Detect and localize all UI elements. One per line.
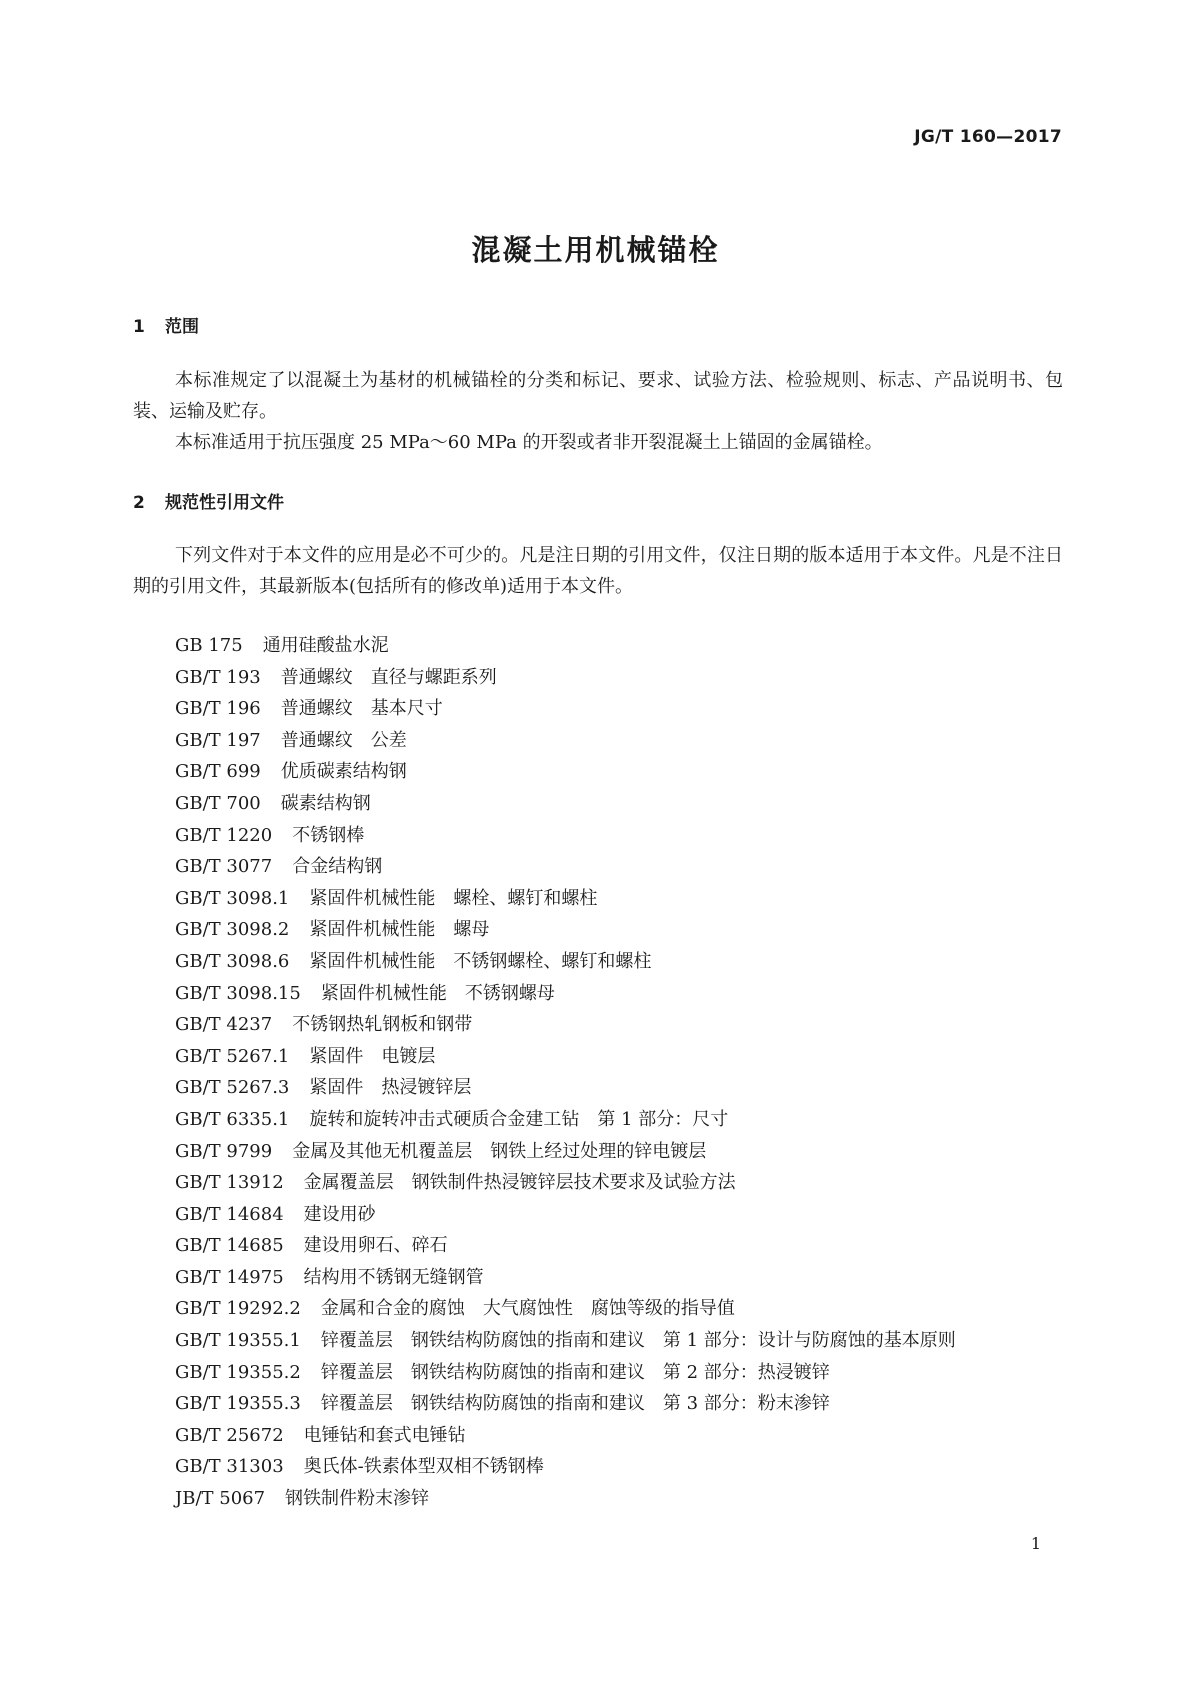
reference-title: 紧固件机械性能 螺母 [309, 919, 490, 941]
reference-code: GB/T 19355.2 [175, 1361, 301, 1383]
reference-title: 碳素结构钢 [280, 792, 371, 814]
reference-item [175, 1293, 956, 1325]
reference-title: 奥氏体-铁素体型双相不锈钢棒 [303, 1456, 544, 1478]
reference-title: 普通螺纹 公差 [280, 729, 407, 751]
reference-code: GB/T 14684 [175, 1203, 284, 1225]
reference-item [175, 693, 956, 725]
section-number: 1 [133, 317, 145, 337]
reference-code: GB/T 9799 [175, 1140, 273, 1162]
section-heading-scope [133, 312, 199, 337]
reference-code: GB/T 6335.1 [175, 1108, 290, 1130]
paragraph-scope-2: 本标准适用于抗压强度 25 MPa～60 MPa 的开裂或者非开裂混凝土上锚固的金属锚栓。 [175, 432, 883, 453]
reference-item [175, 1483, 956, 1515]
reference-item [175, 756, 956, 788]
document-title: 混凝土用机械锚栓 [471, 233, 720, 267]
reference-item [175, 1072, 956, 1104]
reference-code: JB/T 5067 [175, 1488, 266, 1510]
reference-code: GB/T 19292.2 [175, 1298, 301, 1320]
reference-code: GB/T 700 [175, 792, 261, 814]
reference-code: GB/T 4237 [175, 1014, 273, 1036]
reference-item [175, 725, 956, 757]
reference-code: GB/T 196 [175, 698, 261, 720]
reference-item [175, 1009, 956, 1041]
reference-item [175, 630, 956, 662]
reference-item [175, 1230, 956, 1262]
reference-item [175, 1167, 956, 1199]
reference-code: GB/T 197 [175, 729, 261, 751]
reference-code: GB/T 14685 [175, 1235, 284, 1257]
reference-code: GB/T 19355.3 [175, 1393, 301, 1415]
reference-title: 建设用卵石、碎石 [303, 1235, 448, 1257]
reference-title: 合金结构钢 [292, 856, 383, 878]
reference-title: 金属及其他无机覆盖层 钢铁上经过处理的锌电镀层 [292, 1140, 707, 1162]
reference-title: 紧固件机械性能 不锈钢螺母 [320, 982, 555, 1004]
reference-item [175, 1199, 956, 1231]
paragraph-references-intro: 下列文件对于本文件的应用是必不可少的。凡是注日期的引用文件，仅注日期的版本适用于本文件。凡是不注日期的引用文件，其最新版本(包括所有的修改单)适用于本文件。 [133, 545, 1063, 597]
reference-title: 建设用砂 [303, 1203, 376, 1225]
reference-code: GB/T 3098.6 [175, 950, 290, 972]
reference-code: GB/T 19355.1 [175, 1330, 301, 1352]
reference-item [175, 820, 956, 852]
reference-item [175, 914, 956, 946]
reference-title: 结构用不锈钢无缝钢管 [303, 1266, 484, 1288]
reference-item [175, 788, 956, 820]
reference-code: GB/T 3098.15 [175, 982, 301, 1004]
section-title: 范围 [165, 317, 199, 337]
reference-title: 金属和合金的腐蚀 大气腐蚀性 腐蚀等级的指导值 [320, 1298, 735, 1320]
reference-item [175, 1104, 956, 1136]
standard-number: JG/T 160—2017 [914, 127, 1062, 147]
reference-item [175, 883, 956, 915]
reference-code: GB/T 3077 [175, 856, 273, 878]
reference-list [175, 630, 956, 1515]
reference-title: 普通螺纹 直径与螺距系列 [280, 666, 497, 688]
reference-code: GB/T 5267.3 [175, 1077, 290, 1099]
paragraph-scope-1: 本标准规定了以混凝土为基材的机械锚栓的分类和标记、要求、试验方法、检验规则、标志、产品说明书、包装、运输及贮存。 [133, 370, 1063, 422]
page-number: 1 [1030, 1534, 1041, 1553]
section-title: 规范性引用文件 [165, 493, 284, 513]
reference-title: 紧固件 电镀层 [309, 1045, 436, 1067]
reference-item [175, 1325, 956, 1357]
reference-title: 金属覆盖层 钢铁制件热浸镀锌层技术要求及试验方法 [303, 1172, 736, 1194]
reference-code: GB/T 3098.2 [175, 919, 290, 941]
reference-code: GB 175 [175, 635, 243, 656]
reference-code: GB/T 5267.1 [175, 1045, 290, 1067]
reference-title: 紧固件机械性能 不锈钢螺栓、螺钉和螺柱 [309, 950, 652, 972]
reference-title: 通用硅酸盐水泥 [262, 635, 389, 656]
reference-title: 普通螺纹 基本尺寸 [280, 698, 443, 720]
reference-item [175, 1451, 956, 1483]
reference-item [175, 1388, 956, 1420]
reference-title: 优质碳素结构钢 [280, 761, 407, 783]
reference-item [175, 946, 956, 978]
reference-title: 不锈钢热轧钢板和钢带 [292, 1014, 473, 1036]
reference-title: 钢铁制件粉末渗锌 [285, 1488, 430, 1510]
reference-item [175, 1357, 956, 1389]
reference-code: GB/T 25672 [175, 1424, 284, 1446]
reference-code: GB/T 1220 [175, 824, 273, 846]
reference-code: GB/T 193 [175, 666, 261, 688]
reference-code: GB/T 699 [175, 761, 261, 783]
reference-title: 旋转和旋转冲击式硬质合金建工钻 第 1 部分：尺寸 [309, 1108, 729, 1130]
reference-item [175, 978, 956, 1010]
reference-title: 锌覆盖层 钢铁结构防腐蚀的指南和建议 第 3 部分：粉末渗锌 [320, 1393, 830, 1415]
reference-title: 电锤钻和套式电锤钻 [303, 1424, 466, 1446]
reference-title: 紧固件 热浸镀锌层 [309, 1077, 472, 1099]
reference-code: GB/T 13912 [175, 1172, 284, 1194]
reference-code: GB/T 14975 [175, 1266, 284, 1288]
reference-code: GB/T 31303 [175, 1456, 284, 1478]
reference-item [175, 851, 956, 883]
section-heading-normative-references [133, 488, 284, 513]
section-number: 2 [133, 493, 145, 513]
reference-item [175, 1262, 956, 1294]
reference-title: 锌覆盖层 钢铁结构防腐蚀的指南和建议 第 1 部分：设计与防腐蚀的基本原则 [320, 1330, 956, 1352]
reference-code: GB/T 3098.1 [175, 887, 290, 909]
reference-item [175, 1136, 956, 1168]
reference-item [175, 1420, 956, 1452]
reference-title: 紧固件机械性能 螺栓、螺钉和螺柱 [309, 887, 598, 909]
reference-title: 锌覆盖层 钢铁结构防腐蚀的指南和建议 第 2 部分：热浸镀锌 [320, 1361, 830, 1383]
reference-title: 不锈钢棒 [292, 824, 365, 846]
reference-item [175, 1041, 956, 1073]
reference-item [175, 662, 956, 694]
